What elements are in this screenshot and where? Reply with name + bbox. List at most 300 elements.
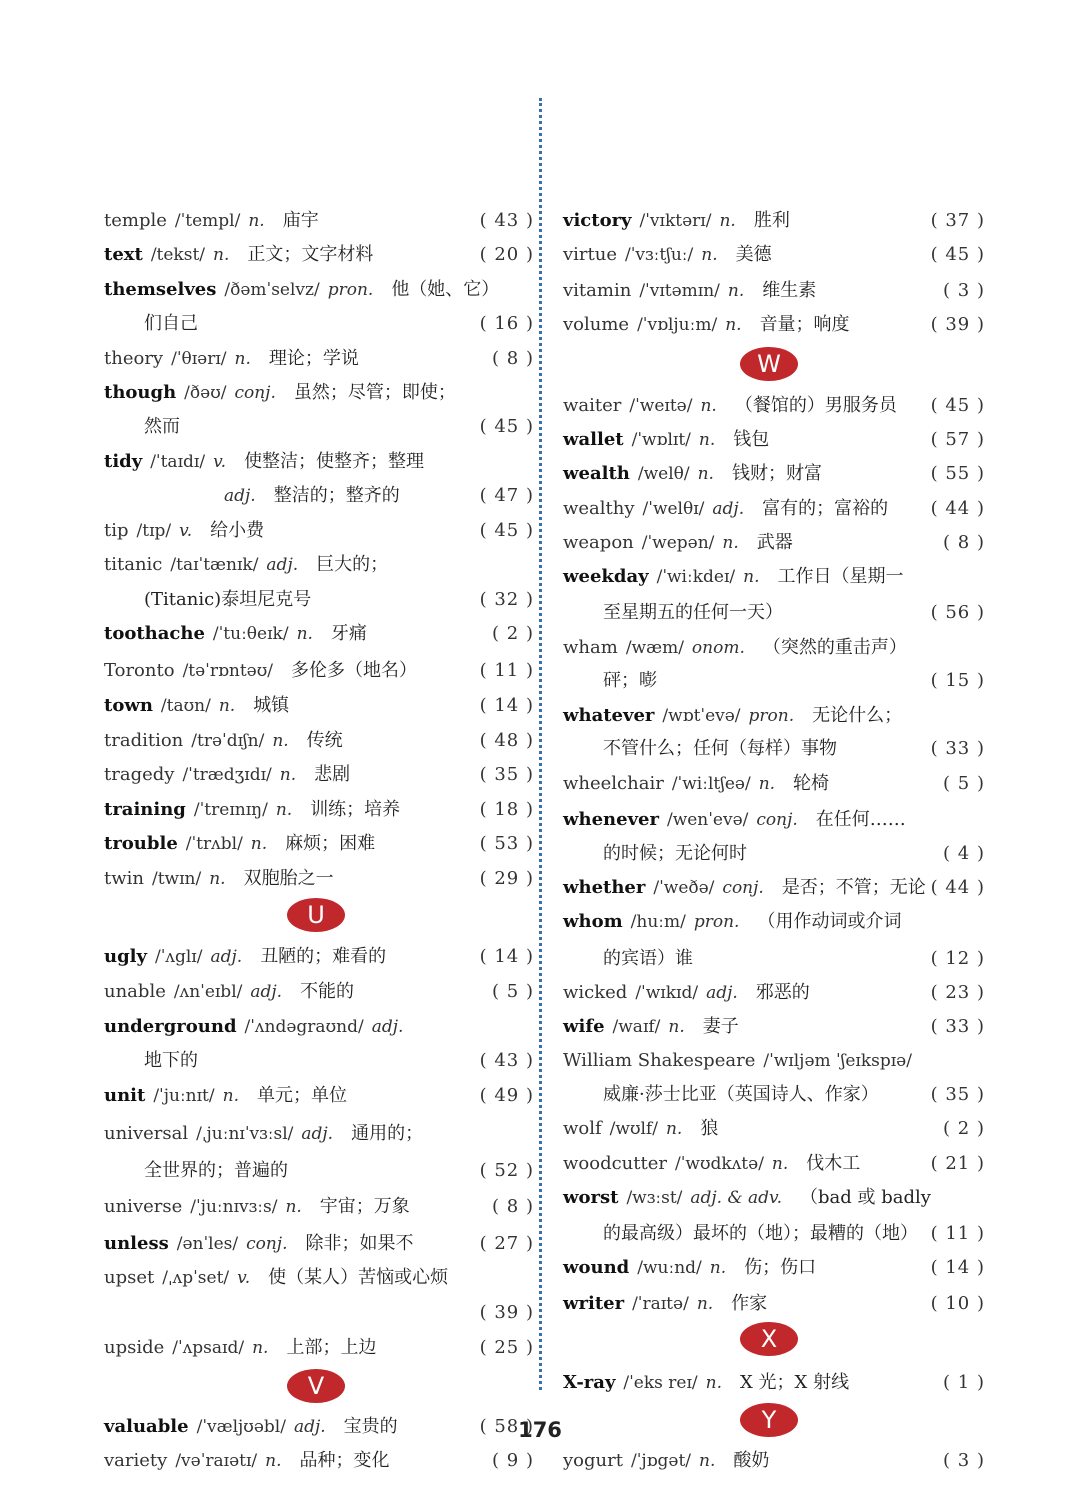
- entry-meaning: 通用的；: [351, 1123, 424, 1144]
- entry-meaning: 轮椅: [793, 773, 830, 794]
- entry-phonetic: /ˈθɪərɪ/: [171, 349, 227, 369]
- entry-unit-ref: ( 35 ): [930, 1084, 985, 1105]
- entry-unit-ref: ( 18 ): [479, 799, 534, 820]
- entry-meaning-continued: 的最高级）最坏的（地）；最糟的（地）: [603, 1223, 918, 1244]
- entry-phonetic: /ˈjuːnɪt/: [153, 1086, 215, 1106]
- entry-line: [563, 736, 985, 762]
- entry-meaning: 富有的；富裕的: [762, 498, 889, 519]
- entry-line: [104, 1231, 534, 1257]
- entry-word: wheelchair: [563, 773, 664, 794]
- entry-unit-ref: ( 8 ): [492, 348, 534, 369]
- entry-line: [563, 946, 985, 972]
- entry-pos: conj.: [756, 810, 798, 830]
- entry-phonetic: /ˈwɪkɪd/: [635, 983, 699, 1003]
- entry-word: theory: [104, 348, 164, 369]
- entry-pos: n.: [696, 1294, 714, 1314]
- entry-phonetic: /trəˈdɪʃn/: [191, 731, 265, 751]
- entry-phonetic: /ˌʌpˈset/: [162, 1268, 230, 1288]
- entry-pos: n.: [700, 396, 717, 416]
- entry-line: [563, 1151, 985, 1177]
- entry-line: [563, 530, 985, 556]
- entry-pos: pron.: [748, 706, 795, 726]
- entry-meaning-continued: 砰；嘭: [603, 670, 657, 691]
- entry-line: [104, 346, 534, 372]
- entry-meaning: 理论；学说: [268, 348, 359, 369]
- entry-pos: adj.: [293, 1417, 326, 1437]
- entry-unit-ref: ( 23 ): [930, 982, 985, 1003]
- entry-phonetic: /welθ/: [637, 464, 690, 484]
- entry-line: [104, 449, 534, 475]
- entry-word: upset: [104, 1267, 155, 1288]
- page-number: 176: [518, 1418, 562, 1442]
- entry-meaning: 维生素: [762, 280, 817, 301]
- entry-word: victory: [563, 210, 632, 231]
- entry-word: tradition: [104, 730, 184, 751]
- entry-meaning: 城镇: [253, 695, 290, 716]
- entry-meaning: 他（她、它）: [391, 279, 500, 300]
- entry-pos: n.: [234, 349, 251, 369]
- entry-meaning: 邪恶的: [755, 982, 810, 1003]
- entry-word: wife: [563, 1016, 605, 1037]
- entry-phonetic: /ˈwiːkdeɪ/: [656, 567, 736, 587]
- entry-line: [104, 762, 534, 788]
- entry-pos: n.: [719, 211, 736, 231]
- entry-phonetic: /tekst/: [150, 245, 206, 265]
- entry-phonetic: /ˈtrædʒɪdɪ/: [182, 765, 272, 785]
- entry-phonetic: /wenˈevə/: [666, 810, 749, 830]
- entry-line: [104, 728, 534, 754]
- entry-unit-ref: ( 35 ): [479, 764, 534, 785]
- entry-phonetic: /ˈvɜːtʃuː/: [625, 245, 694, 265]
- entry-line: [104, 1048, 534, 1074]
- entry-word: text: [104, 244, 143, 265]
- entry-phonetic: /wæm/: [625, 638, 684, 658]
- entry-word: wealthy: [563, 498, 635, 519]
- entry-unit-ref: ( 9 ): [492, 1450, 534, 1471]
- entry-meaning: 品种；变化: [299, 1450, 390, 1471]
- entry-word: yogurt: [563, 1450, 623, 1471]
- entry-unit-ref: ( 20 ): [479, 244, 534, 265]
- entry-unit-ref: ( 25 ): [479, 1337, 534, 1358]
- entry-phonetic: /vəˈraɪətɪ/: [175, 1451, 258, 1471]
- entry-word: William Shakespeare: [563, 1050, 756, 1071]
- entry-meaning: 虽然；尽管；即使；: [293, 382, 456, 403]
- entry-word: trouble: [104, 833, 178, 854]
- entry-meaning: （突然的重击声）: [762, 637, 907, 658]
- entry-phonetic: /ˈweɪtə/: [629, 396, 693, 416]
- entry-meaning: 酸奶: [733, 1450, 770, 1471]
- entry-meaning-continued: 威廉·莎士比亚（英国诗人、作家）: [603, 1084, 879, 1105]
- entry-meaning-continued: 地下的: [144, 1050, 198, 1071]
- entry-pos: n.: [275, 800, 293, 820]
- section-letter-badge: W: [740, 347, 798, 381]
- entry-meaning: 上部；上边: [286, 1337, 377, 1358]
- entry-unit-ref: ( 12 ): [930, 948, 985, 969]
- entry-meaning: 钱包: [733, 429, 770, 450]
- entry-meaning: 给小费: [210, 520, 265, 541]
- entry-word: town: [104, 695, 153, 716]
- entry-pos: adj.: [301, 1124, 334, 1144]
- entry-pos: onom.: [691, 638, 745, 658]
- entry-phonetic: /ˈwɪljəm ˈʃeɪkspɪə/: [763, 1051, 912, 1071]
- entry-pos: n.: [698, 430, 716, 450]
- entry-line: [563, 278, 985, 304]
- entry-phonetic: /taɪˈtænɪk/: [170, 555, 259, 575]
- entry-word: though: [104, 382, 177, 403]
- entry-unit-ref: ( 8 ): [943, 532, 985, 553]
- entry-pos: n.: [250, 834, 268, 854]
- entry-line: [104, 483, 534, 509]
- column-divider: [539, 98, 542, 1390]
- entry-line: [104, 414, 534, 440]
- entry-meaning: 使整洁；使整齐；整理: [244, 451, 425, 472]
- entry-meaning: （bad 或 badly: [800, 1187, 931, 1208]
- entry-pos: adj.: [371, 1017, 404, 1037]
- entry-line: [104, 797, 534, 823]
- entry-pos: n.: [701, 245, 718, 265]
- entry-unit-ref: ( 45 ): [479, 416, 534, 437]
- entry-pos: conj.: [246, 1234, 288, 1254]
- entry-line: [563, 600, 985, 626]
- entry-pos: n.: [218, 696, 236, 716]
- entry-pos: conj.: [234, 383, 276, 403]
- entry-word: woodcutter: [563, 1153, 668, 1174]
- entry-line: [104, 1158, 534, 1184]
- entry-phonetic: /ðəʊ/: [184, 383, 227, 403]
- entry-phonetic: /ˈwɒlɪt/: [631, 430, 691, 450]
- entry-line: [563, 427, 985, 453]
- entry-phonetic: /twɪn/: [152, 869, 202, 889]
- entry-pos: n.: [265, 1451, 282, 1471]
- entry-meaning: 妻子: [702, 1016, 739, 1037]
- entry-phonetic: /ˈtempl/: [174, 211, 241, 231]
- entry-line: [563, 1116, 985, 1142]
- entry-phonetic: /ʌnˈeɪbl/: [173, 982, 243, 1002]
- entry-word: wham: [563, 637, 618, 658]
- entry-pos: conj.: [722, 878, 764, 898]
- entry-unit-ref: ( 58 ): [479, 1416, 534, 1437]
- entry-unit-ref: ( 47 ): [479, 485, 534, 506]
- entry-pos: n.: [248, 211, 265, 231]
- entry-pos: n.: [727, 281, 745, 301]
- entry-meaning-continued: (Titanic)泰坦尼克号: [144, 589, 312, 610]
- entry-word: weapon: [563, 532, 634, 553]
- entry-meaning-continued: 的宾语）谁: [603, 948, 693, 969]
- entry-line: [563, 1048, 985, 1074]
- entry-meaning: 美德: [735, 244, 772, 265]
- entry-pos: adj.: [210, 947, 243, 967]
- entry-line: [563, 1370, 985, 1396]
- entry-line: [104, 979, 534, 1005]
- entry-unit-ref: ( 55 ): [930, 463, 985, 484]
- entry-unit-ref: ( 44 ): [930, 498, 985, 519]
- entry-phonetic: /ˈvɒljuːm/: [637, 315, 718, 335]
- entry-word: variety: [104, 1450, 168, 1471]
- entry-word: unit: [104, 1085, 146, 1106]
- entry-phonetic: /ˈwiːltʃeə/: [671, 774, 751, 794]
- entry-unit-ref: ( 37 ): [930, 210, 985, 231]
- entry-word: waiter: [563, 395, 622, 416]
- entry-pos: n.: [758, 774, 776, 794]
- entry-meaning: 巨大的；: [316, 554, 389, 575]
- entry-meaning: 伤；伤口: [744, 1257, 817, 1278]
- entry-word: universe: [104, 1196, 183, 1217]
- entry-word: wealth: [563, 463, 630, 484]
- entry-word: temple: [104, 210, 167, 231]
- entry-meaning: 是否；不管；无论: [781, 877, 926, 898]
- entry-line: [104, 693, 534, 719]
- entry-word: ugly: [104, 946, 147, 967]
- entry-line: [104, 944, 534, 970]
- section-letter-badge: Y: [740, 1403, 798, 1437]
- entry-line: [563, 1185, 985, 1211]
- entry-meaning-continued: 然而: [144, 416, 180, 437]
- entry-phonetic: /taʊn/: [160, 696, 211, 716]
- entry-phonetic: /ˈʌndəgraʊnd/: [244, 1017, 364, 1037]
- entry-line: [104, 518, 534, 544]
- entry-unit-ref: ( 5 ): [492, 981, 534, 1002]
- entry-pos: v.: [179, 521, 193, 541]
- entry-meaning: 音量；响度: [759, 314, 850, 335]
- entry-meaning: （用作动词或介词: [757, 911, 902, 932]
- entry-pos: n.: [699, 1451, 716, 1471]
- entry-unit-ref: ( 45 ): [930, 395, 985, 416]
- entry-meaning: 训练；培养: [310, 799, 401, 820]
- entry-meaning: 狼: [700, 1118, 719, 1139]
- entry-unit-ref: ( 16 ): [479, 313, 534, 334]
- entry-meaning: 伐木工: [806, 1153, 861, 1174]
- entry-word: vitamin: [563, 280, 632, 301]
- entry-unit-ref: ( 33 ): [930, 1016, 985, 1037]
- entry-phonetic: /ˈweðə/: [653, 878, 715, 898]
- entry-unit-ref: ( 43 ): [479, 210, 534, 231]
- section-letter-badge: V: [287, 1369, 345, 1403]
- entry-pos: adj.: [224, 486, 256, 506]
- entry-meaning: 宇宙；万象: [319, 1196, 410, 1217]
- entry-meaning: 传统: [306, 730, 343, 751]
- entry-line: [104, 1335, 534, 1361]
- entry-meaning: 悲剧: [314, 764, 351, 785]
- entry-phonetic: /ənˈles/: [176, 1234, 239, 1254]
- entry-phonetic: /ˈeks reɪ/: [623, 1373, 698, 1393]
- entry-word: toothache: [104, 623, 205, 644]
- entry-meaning-continued: 至星期五的任何一天）: [603, 602, 783, 623]
- entry-line: [104, 1083, 534, 1109]
- entry-pos: pron.: [693, 912, 740, 932]
- entry-line: [104, 1121, 534, 1147]
- entry-pos: n.: [209, 869, 226, 889]
- entry-unit-ref: ( 32 ): [479, 589, 534, 610]
- entry-pos: v.: [237, 1268, 251, 1288]
- entry-line: [104, 242, 534, 268]
- entry-meaning: 丑陋的；难看的: [260, 946, 387, 967]
- entry-meaning: 胜利: [753, 210, 790, 231]
- entry-line: [104, 621, 534, 647]
- entry-unit-ref: ( 21 ): [930, 1153, 985, 1174]
- entry-word: volume: [563, 314, 630, 335]
- entry-meaning: X 光；X 射线: [740, 1372, 850, 1393]
- entry-phonetic: /təˈrɒntəʊ/: [182, 661, 273, 681]
- entry-phonetic: /ˈʌglɪ/: [154, 947, 203, 967]
- entry-meaning: 牙痛: [330, 623, 367, 644]
- entry-word: wicked: [563, 982, 628, 1003]
- entry-word: tip: [104, 520, 129, 541]
- entry-line: [563, 1291, 985, 1317]
- entry-unit-ref: ( 27 ): [479, 1233, 534, 1254]
- entry-word: wolf: [563, 1118, 602, 1139]
- entry-phonetic: /ˈraɪtə/: [632, 1294, 689, 1314]
- entry-meaning: 使（某人）苦恼或心烦: [268, 1267, 449, 1288]
- entry-unit-ref: ( 53 ): [479, 833, 534, 854]
- entry-line: [563, 393, 985, 419]
- entry-line: [563, 496, 985, 522]
- entry-meaning-continued: 全世界的；普遍的: [144, 1160, 288, 1181]
- entry-meaning: 在任何……: [815, 809, 906, 830]
- entry-word: underground: [104, 1016, 237, 1037]
- entry-word: valuable: [104, 1416, 189, 1437]
- entry-pos: n.: [743, 567, 760, 587]
- entry-pos: n.: [668, 1017, 685, 1037]
- entry-line: [563, 668, 985, 694]
- entry-unit-ref: ( 14 ): [930, 1257, 985, 1278]
- entry-phonetic: /ˈjuːnɪvɜːs/: [190, 1197, 278, 1217]
- entry-line: [563, 909, 985, 935]
- entry-line: [104, 866, 534, 892]
- entry-phonetic: /ˈtuːθeɪk/: [212, 624, 289, 644]
- section-letter-badge: U: [287, 898, 345, 932]
- entry-unit-ref: ( 1 ): [943, 1372, 985, 1393]
- entry-line: [563, 1082, 985, 1108]
- entry-line: [104, 1448, 534, 1474]
- entry-pos: v.: [213, 452, 227, 472]
- entry-phonetic: /ˈjɒgət/: [630, 1451, 692, 1471]
- entry-phonetic: /wuːnd/: [637, 1258, 702, 1278]
- entry-line: [563, 208, 985, 234]
- entry-unit-ref: ( 43 ): [479, 1050, 534, 1071]
- entry-phonetic: /tɪp/: [136, 521, 172, 541]
- entry-meaning: 麻烦；困难: [285, 833, 376, 854]
- entry-word: whether: [563, 877, 646, 898]
- entry-unit-ref: ( 11 ): [930, 1223, 985, 1244]
- entry-line: [563, 807, 985, 833]
- entry-phonetic: /ˈwepən/: [641, 533, 715, 553]
- entry-unit-ref: ( 14 ): [479, 695, 534, 716]
- entry-pos: pron.: [327, 280, 374, 300]
- entry-line: [104, 1265, 534, 1291]
- entry-meaning: 单元；单位: [256, 1085, 347, 1106]
- entry-meaning-continued: 不管什么；任何（每样）事物: [603, 738, 837, 759]
- entry-unit-ref: ( 3 ): [943, 1450, 985, 1471]
- entry-phonetic: /ˌjuːnɪˈvɜːsl/: [196, 1124, 294, 1144]
- entry-phonetic: /waɪf/: [612, 1017, 661, 1037]
- entry-word: wound: [563, 1257, 630, 1278]
- entry-word: titanic: [104, 554, 163, 575]
- entry-line: [104, 552, 534, 578]
- entry-word: unable: [104, 981, 166, 1002]
- entry-unit-ref: ( 15 ): [930, 670, 985, 691]
- entry-pos: n.: [222, 1086, 239, 1106]
- entry-phonetic: /ˈtreɪnɪŋ/: [193, 800, 268, 820]
- entry-line: [563, 564, 985, 590]
- entry-word: whom: [563, 911, 623, 932]
- entry-unit-ref: ( 3 ): [943, 280, 985, 301]
- entry-pos: n.: [697, 464, 714, 484]
- entry-unit-ref: ( 39 ): [479, 1302, 534, 1323]
- entry-unit-ref: ( 45 ): [479, 520, 534, 541]
- entry-line: [104, 1300, 534, 1326]
- entry-phonetic: /ˈvɪtəmɪn/: [639, 281, 720, 301]
- entry-unit-ref: ( 11 ): [479, 660, 534, 681]
- entry-meaning: 宝贵的: [343, 1416, 398, 1437]
- entry-meaning: （餐馆的）男服务员: [734, 395, 897, 416]
- entry-line: [104, 380, 534, 406]
- entry-word: themselves: [104, 279, 217, 300]
- entry-phonetic: /wɒtˈevə/: [662, 706, 741, 726]
- entry-word: training: [104, 799, 186, 820]
- entry-pos: n.: [252, 1338, 269, 1358]
- entry-phonetic: /wʊlf/: [609, 1119, 658, 1139]
- entry-word: X-ray: [563, 1372, 616, 1393]
- entry-unit-ref: ( 8 ): [492, 1196, 534, 1217]
- entry-pos: n.: [771, 1154, 789, 1174]
- entry-word: worst: [563, 1187, 619, 1208]
- entry-phonetic: /ˈwʊdkʌtə/: [675, 1154, 764, 1174]
- entry-meaning: 庙宇: [282, 210, 319, 231]
- entry-unit-ref: ( 39 ): [930, 314, 985, 335]
- entry-meaning-continued: 的时候；无论何时: [603, 843, 747, 864]
- entry-pos: n.: [296, 624, 313, 644]
- entry-pos: n.: [272, 731, 289, 751]
- entry-pos: n.: [279, 765, 297, 785]
- entry-meaning: 作家: [731, 1293, 768, 1314]
- entry-phonetic: /ˈvɪktərɪ/: [639, 211, 712, 231]
- entry-line: [104, 311, 534, 337]
- entry-word: tidy: [104, 451, 143, 472]
- entry-meaning: 钱财；财富: [731, 463, 822, 484]
- entry-line: [563, 771, 985, 797]
- entry-line: [563, 635, 985, 661]
- entry-word: unless: [104, 1233, 169, 1254]
- entry-word: universal: [104, 1123, 189, 1144]
- entry-unit-ref: ( 4 ): [943, 843, 985, 864]
- entry-line: [104, 831, 534, 857]
- entry-meaning: 无论什么；: [812, 705, 903, 726]
- entry-unit-ref: ( 45 ): [930, 244, 985, 265]
- entry-word: whatever: [563, 705, 655, 726]
- entry-meaning: 工作日（星期一: [777, 566, 904, 587]
- entry-line: [563, 980, 985, 1006]
- entry-pos: n.: [665, 1119, 683, 1139]
- entry-pos: adj.: [250, 982, 283, 1002]
- entry-unit-ref: ( 10 ): [930, 1293, 985, 1314]
- entry-line: [563, 1014, 985, 1040]
- entry-meaning: 正文；文字材料: [247, 244, 374, 265]
- entry-word: upside: [104, 1337, 165, 1358]
- entry-unit-ref: ( 33 ): [930, 738, 985, 759]
- entry-pos: adj. & adv.: [690, 1188, 783, 1208]
- entry-line: [104, 1194, 534, 1220]
- entry-meaning-continued: 们自己: [144, 313, 198, 334]
- entry-line: [104, 208, 534, 234]
- entry-word: writer: [563, 1293, 625, 1314]
- entry-unit-ref: ( 56 ): [930, 602, 985, 623]
- entry-word: wallet: [563, 429, 624, 450]
- entry-unit-ref: ( 52 ): [479, 1160, 534, 1181]
- entry-line: [563, 461, 985, 487]
- entry-meaning: 不能的: [300, 981, 355, 1002]
- entry-unit-ref: ( 44 ): [930, 877, 985, 898]
- entry-meaning: 除非；如果不: [305, 1233, 414, 1254]
